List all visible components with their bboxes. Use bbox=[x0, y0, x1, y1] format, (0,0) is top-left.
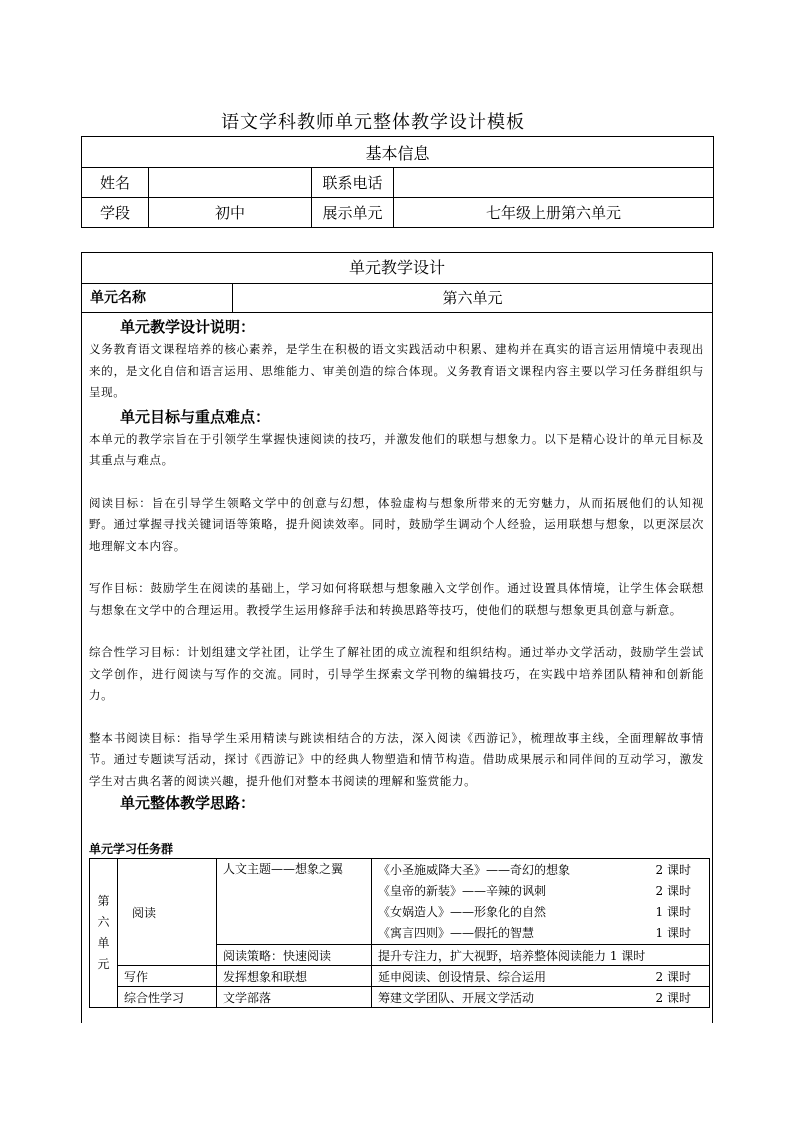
unit-value: 七年级上册第六单元 bbox=[394, 198, 714, 228]
reading-item: 《寓言四则》——假托的智慧 1 课时 bbox=[378, 926, 691, 940]
goal-wholebook: 整本书阅读目标：指导学生采用精读与跳读相结合的方法，深入阅读《西游记》，梳理故事主线，全面理解故事情节。通过专题读写活动，探讨《西游记》中的经典人物塑造和情节构造。借助成果展示和同伴间的互动学习，激发学生对古典名著的阅读兴趣，提升他们对整本书阅读的理解和鉴赏能力。 bbox=[89, 730, 704, 788]
comprehensive-content: 筹建文学团队、开展文学活动 2 课时 bbox=[372, 987, 710, 1008]
unit-design-table bbox=[81, 252, 713, 1023]
stage-label: 学段 bbox=[82, 198, 149, 228]
goal-reading: 阅读目标：旨在引导学生领略文学中的创意与幻想，体验虚构与想象所带来的无穷魅力，从而拓展他们的认知视野。通过掌握寻找关键词语等策略，提升阅读效率。同时，鼓励学生调动个人经验，运用联想与想象，以更深层次地理解文本内容。 bbox=[89, 495, 704, 553]
reading-theme: 人文主题——想象之翼 bbox=[217, 859, 372, 945]
reading-label: 阅读 bbox=[118, 859, 217, 966]
unit-name-value: 第六单元 bbox=[442, 289, 503, 307]
name-label: 姓名 bbox=[82, 168, 149, 198]
reading-item: 《小圣施威降大圣》——奇幻的想象 2 课时 bbox=[378, 863, 691, 877]
page-title: 语文学科教师单元整体教学设计模板 bbox=[221, 112, 525, 133]
reading-item: 《女娲造人》——形象化的自然 1 课时 bbox=[378, 905, 691, 919]
goals-title: 单元目标与重点难点： bbox=[120, 407, 271, 426]
reading-strategy-text: 提升专注力，扩大视野，培养整体阅读能力 1 课时 bbox=[372, 945, 710, 966]
unit-name-label: 单元名称 bbox=[82, 284, 233, 312]
task-group-title: 单元学习任务群 bbox=[89, 842, 174, 856]
unit-name-row bbox=[82, 284, 712, 313]
basic-info-header: 基本信息 bbox=[82, 137, 714, 168]
comprehensive-topic: 文学部落 bbox=[217, 987, 372, 1008]
reading-item: 《皇帝的新装》——辛辣的讽刺 2 课时 bbox=[378, 884, 691, 898]
phone-label: 联系电话 bbox=[312, 168, 394, 198]
unit-design-header: 单元教学设计 bbox=[82, 253, 712, 284]
writing-content: 延申阅读、创设情景、综合运用 2 课时 bbox=[372, 966, 710, 987]
basic-info-table bbox=[81, 136, 714, 228]
design-explain-title: 单元教学设计说明： bbox=[120, 318, 256, 336]
name-field[interactable] bbox=[149, 168, 312, 198]
unit-label: 展示单元 bbox=[312, 198, 394, 228]
writing-label: 写作 bbox=[118, 966, 217, 987]
approach-title: 单元整体教学思路： bbox=[120, 794, 256, 812]
stage-value: 初中 bbox=[149, 198, 312, 228]
goal-comprehensive: 综合性学习目标：计划组建文学社团，让学生了解社团的成立流程和组织结构。通过举办文学活动，鼓励学生尝试文学创作，进行阅读与写作的交流。同时，引导学生探索文学刊物的编辑技巧，在实践中培养团队精神和创新能力。 bbox=[89, 645, 704, 702]
unit-vertical-label: 第 六 单 元 bbox=[90, 859, 118, 1008]
writing-topic: 发挥想象和联想 bbox=[217, 966, 372, 987]
goal-writing: 写作目标：鼓励学生在阅读的基础上，学习如何将联想与想象融入文学创作。通过设置具体情境，让学生体会联想与想象在文学中的合理运用。教授学生运用修辞手法和转换思路等技巧，使他们的联想与想象更具创意与新意。 bbox=[89, 581, 704, 617]
comprehensive-label: 综合性学习 bbox=[118, 987, 217, 1008]
task-group-table bbox=[89, 858, 710, 1008]
phone-field[interactable] bbox=[394, 168, 714, 198]
design-explain-text: 义务教育语文课程培养的核心素养，是学生在积极的语文实践活动中积累、建构并在真实的语言运用情境中表现出来的，是文化自信和语言运用、思维能力、审美创造的综合体现。义务教育语文课程内容主要以学习任务群组织与呈现。 bbox=[89, 342, 704, 399]
reading-strategy: 阅读策略：快速阅读 bbox=[217, 945, 372, 966]
reading-items bbox=[372, 859, 710, 945]
goals-intro: 本单元的教学宗旨在于引领学生掌握快速阅读的技巧，并激发他们的联想与想象力。以下是精心设计的单元目标及其重点与难点。 bbox=[89, 431, 704, 467]
